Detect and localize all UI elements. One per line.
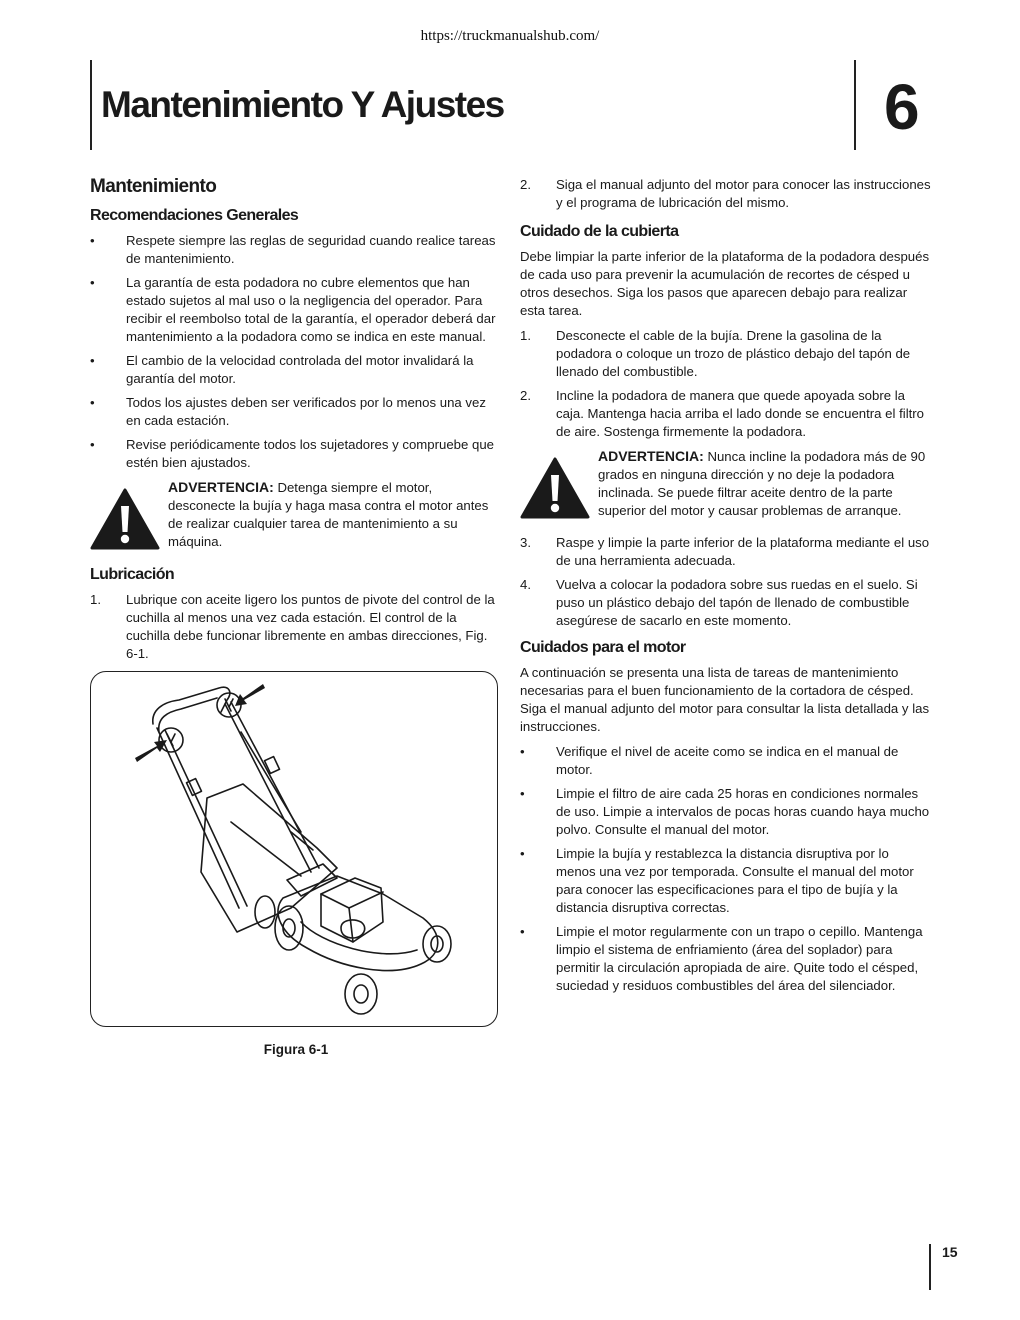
figure-caption: Figura 6-1 [263, 1042, 329, 1057]
general-recommendations-heading: Recomendaciones Generales [90, 207, 299, 224]
warning-triangle-icon [90, 478, 168, 555]
source-url: https://truckmanualshub.com/ [420, 28, 600, 44]
item-number: 1. [520, 328, 531, 343]
list-item [520, 845, 932, 917]
page-number: 15 [942, 1244, 958, 1260]
list-item-text: Lubrique con aceite ligero los puntos de pivote del control de la cuchilla al menos una vez cada estación. El control de la cuchilla debe funcionar libremente en ambas direcciones, Fig. 6-1. [126, 592, 495, 661]
bullet: • [520, 786, 525, 801]
title-rule [90, 60, 92, 150]
list-item [90, 591, 502, 663]
deck-care-heading: Cuidado de la cubierta [520, 223, 679, 240]
list-item-text: Limpie el motor regularmente con un trapo o cepillo. Mantenga limpio el sistema de enfriamiento (área del soplador) para permitir la circulación apropiada de aire. Quite todo el césped, suciedad y residuos combustibles del área del silenciador. [556, 924, 923, 993]
list-item-text: Todos los ajustes deben ser verificados por lo menos una vez en cada estación. [126, 395, 486, 428]
figure-6-1 [90, 671, 498, 1027]
list-item-text: Raspe y limpie la parte inferior de la plataforma mediante el uso de una herramienta adecuada. [556, 535, 930, 568]
warning-label: ADVERTENCIA: [168, 479, 274, 495]
warning-block [90, 478, 502, 555]
section-title: Mantenimiento [90, 176, 217, 197]
warning-text: Detenga siempre el motor, desconecte la bujía y haga masa contra el motor antes de realizar cualquier tarea de mantenimiento a su máquina. [168, 480, 489, 549]
page-number-rule [929, 1244, 931, 1290]
item-number: 2. [520, 177, 531, 192]
list-item-text: Revise periódicamente todos los sujetadores y compruebe que estén bien ajustados. [126, 437, 494, 470]
bullet: • [90, 437, 95, 452]
list-item [90, 232, 502, 268]
list-item-text: Limpie la bujía y restablezca la distancia disruptiva por lo menos una vez por temporada. Consulte el manual del motor para conocer las especificaciones para el tipo de bujía y la distancia disruptiva correctas. [556, 846, 914, 915]
list-item [520, 576, 932, 630]
list-item-text: Incline la podadora de manera que quede apoyada sobre la caja. Mantenga hacia arriba el lado donde se encuentra el filtro de aire. Sostenga firmemente la podadora. [556, 388, 925, 439]
list-item [520, 327, 932, 381]
list-item-text: La garantía de esta podadora no cubre elementos que han estado sujetos al mal uso o la negligencia del operador. Para recibir el reembolso total de la garantía, el operador deberá dar mantenimiento a la podadora como se indica en este manual. [126, 275, 496, 344]
item-number: 1. [90, 592, 101, 607]
list-item [90, 394, 502, 430]
engine-intro: A continuación se presenta una lista de tareas de mantenimiento necesarias para el buen funcionamiento de la cortadora de césped. Siga el manual adjunto del motor para consultar la lista detallada y las instrucciones. [520, 665, 930, 734]
list-item [90, 352, 502, 388]
list-item [520, 923, 932, 995]
list-item-text: Respete siempre las reglas de seguridad cuando realice tareas de mantenimiento. [126, 233, 496, 266]
list-item [90, 274, 502, 346]
list-item [520, 534, 932, 570]
left-column [90, 176, 502, 1059]
warning-block [520, 447, 932, 524]
list-item [520, 387, 932, 441]
lawn-mower-illustration [91, 672, 498, 1027]
chapter-rule [854, 60, 856, 150]
list-item-text: Siga el manual adjunto del motor para conocer las instrucciones y el programa de lubricación del mismo. [556, 177, 931, 210]
list-item-text: Desconecte el cable de la bujía. Drene la gasolina de la podadora o coloque un trozo de plástico debajo del tapón de llenado del combustible. [556, 328, 911, 379]
chapter-number: 6 [884, 71, 918, 143]
list-item [520, 743, 932, 779]
right-column [520, 176, 932, 1001]
warning-label: ADVERTENCIA: [598, 448, 704, 464]
chapter-title: Mantenimiento Y Ajustes [101, 84, 504, 125]
list-item-text: Vuelva a colocar la podadora sobre sus ruedas en el suelo. Si puso un plástico debajo del tapón de llenado de combustible asegúrese de sacarlo en este momento. [556, 577, 918, 628]
bullet: • [520, 846, 525, 861]
list-item [90, 436, 502, 472]
bullet: • [90, 395, 95, 410]
item-number: 2. [520, 388, 531, 403]
item-number: 4. [520, 577, 531, 592]
bullet: • [520, 924, 525, 939]
bullet: • [90, 275, 95, 290]
list-item-text: Limpie el filtro de aire cada 25 horas en condiciones normales de uso. Limpie a intervalos de pocas horas cuando haya mucho polvo. Consulte el manual del motor. [556, 786, 930, 837]
list-item-text: El cambio de la velocidad controlada del motor invalidará la garantía del motor. [126, 353, 474, 386]
warning-triangle-icon [520, 447, 598, 524]
warning-text: Nunca incline la podadora más de 90 grados en ninguna dirección y no deje la podadora inclinada. Se puede filtrar aceite dentro de la parte superior del motor y causar problemas de arranque. [598, 449, 926, 518]
list-item-text: Verifique el nivel de aceite como se indica en el manual de motor. [556, 744, 899, 777]
item-number: 3. [520, 535, 531, 550]
bullet: • [520, 744, 525, 759]
engine-care-heading: Cuidados para el motor [520, 639, 686, 656]
list-item [520, 785, 932, 839]
lubrication-heading: Lubricación [90, 566, 175, 583]
bullet: • [90, 233, 95, 248]
deck-intro: Debe limpiar la parte inferior de la plataforma de la podadora después de cada uso para prevenir la acumulación de recortes de césped u otros desechos. Siga los pasos que aparecen debajo para realizar esta tarea. [520, 249, 930, 318]
bullet: • [90, 353, 95, 368]
list-item [520, 176, 932, 212]
